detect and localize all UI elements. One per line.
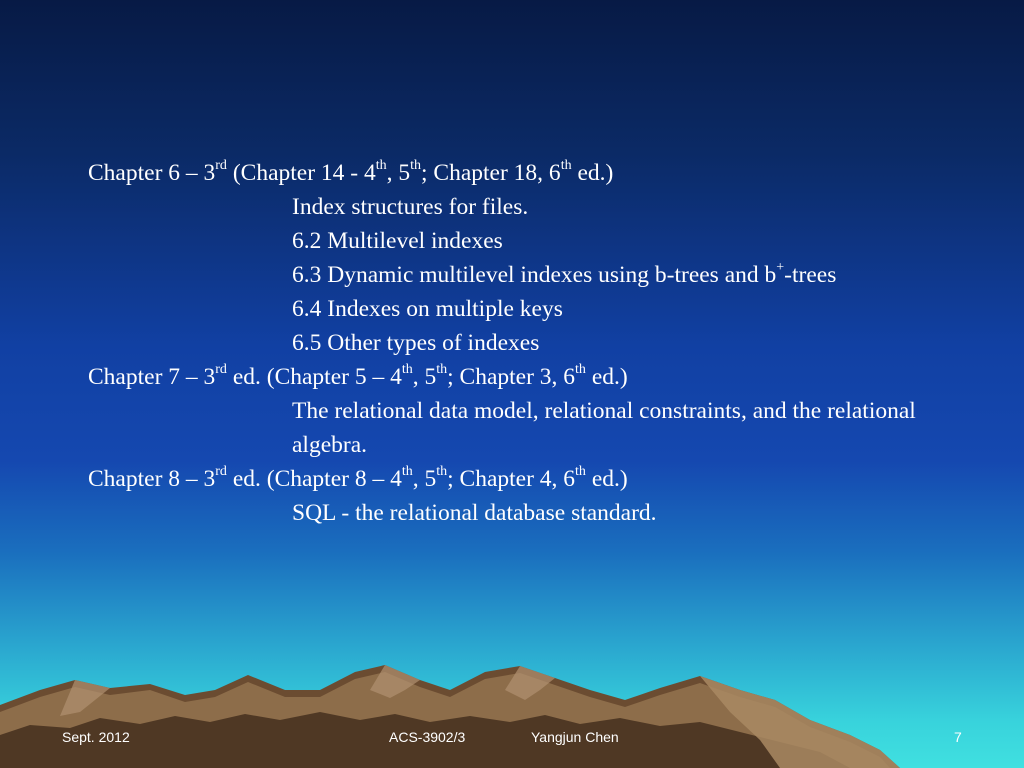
- slide-subtopic-line: [88, 394, 948, 462]
- text-segment: 6.2 Multilevel indexes: [292, 228, 503, 254]
- slide-chapter-line: [88, 360, 948, 394]
- text-segment: ; Chapter 3, 6: [447, 364, 576, 390]
- slide-subtopic-line: [88, 496, 948, 530]
- text-segment: 6.4 Indexes on multiple keys: [292, 296, 563, 322]
- text-segment: ed. (Chapter 5 – 4: [226, 364, 402, 390]
- superscript: th: [375, 158, 387, 174]
- text-segment: -trees: [784, 262, 837, 288]
- slide-body: [88, 156, 948, 530]
- slide-chapter-line: [88, 156, 948, 190]
- footer-date: Sept. 2012: [62, 729, 130, 745]
- slide-subtopic-line: [88, 190, 948, 224]
- text-segment: Index structures for files.: [292, 194, 529, 220]
- text-segment: ; Chapter 4, 6: [447, 466, 576, 492]
- footer-page-number: 7: [954, 729, 962, 745]
- text-segment: 6.5 Other types of indexes: [292, 330, 540, 356]
- text-segment: ed.): [585, 466, 628, 492]
- superscript: th: [410, 158, 422, 174]
- superscript: rd: [215, 464, 227, 480]
- text-segment: ed. (Chapter 8 – 4: [226, 466, 402, 492]
- text-segment: ed.): [585, 364, 628, 390]
- superscript: th: [575, 464, 586, 480]
- superscript: th: [436, 464, 448, 480]
- slide-chapter-line: [88, 462, 948, 496]
- slide-subtopic-line: [88, 258, 948, 292]
- superscript: th: [401, 362, 413, 378]
- footer-course: ACS-3902/3: [389, 729, 466, 745]
- text-segment: ; Chapter 18, 6: [421, 160, 561, 186]
- text-segment: The relational data model, relational constraints, and the relational algebra.: [292, 398, 916, 458]
- superscript: th: [575, 362, 586, 378]
- text-segment: Chapter 6 – 3: [88, 160, 216, 186]
- slide-subtopic-line: [88, 224, 948, 258]
- text-segment: 6.3 Dynamic multilevel indexes using b-trees and b: [292, 262, 777, 288]
- text-segment: Chapter 8 – 3: [88, 466, 216, 492]
- superscript: th: [436, 362, 448, 378]
- slide-subtopic-line: [88, 292, 948, 326]
- superscript: th: [401, 464, 413, 480]
- text-segment: , 5: [412, 466, 437, 492]
- footer-author: Yangjun Chen: [531, 729, 619, 745]
- superscript: rd: [215, 362, 227, 378]
- slide-subtopic-line: [88, 326, 948, 360]
- text-segment: SQL - the relational database standard.: [292, 500, 657, 526]
- text-segment: , 5: [386, 160, 411, 186]
- superscript: th: [560, 158, 572, 174]
- text-segment: , 5: [412, 364, 437, 390]
- text-segment: ed.): [571, 160, 614, 186]
- superscript: rd: [215, 158, 227, 174]
- superscript: +: [776, 260, 785, 276]
- text-segment: (Chapter 14 - 4: [226, 160, 376, 186]
- text-segment: Chapter 7 – 3: [88, 364, 216, 390]
